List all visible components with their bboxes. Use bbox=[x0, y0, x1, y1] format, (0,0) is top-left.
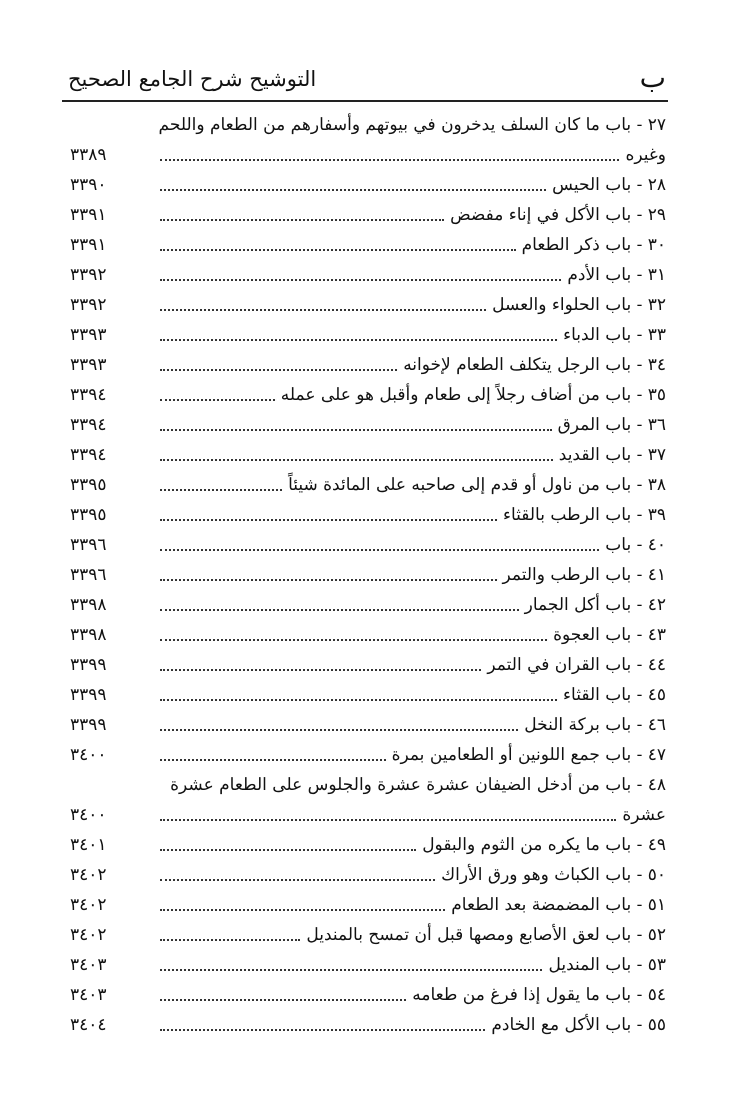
page-number: ٣٣٩٤ bbox=[70, 385, 107, 405]
page-number: ٣٣٩٨ bbox=[70, 625, 107, 645]
page-number: ٣٣٩١ bbox=[70, 205, 107, 225]
dot-leader bbox=[160, 380, 275, 410]
page-number: ٣٣٩٣ bbox=[70, 325, 107, 345]
page-number: ٣٣٩٥ bbox=[70, 475, 107, 495]
page-number: ٣٣٩٤ bbox=[70, 445, 107, 465]
entry-title: ٤٢ - باب أكل الجمار bbox=[524, 595, 666, 615]
toc-entry bbox=[70, 440, 666, 470]
page-letter: ب bbox=[639, 61, 666, 94]
dot-leader bbox=[160, 140, 619, 170]
table-of-contents bbox=[70, 110, 666, 1040]
dot-leader bbox=[160, 200, 444, 230]
page-number: ٣٣٩٤ bbox=[70, 415, 107, 435]
entry-title: ٣٨ - باب من ناول أو قدم إلى صاحبه على المائدة شيئاً bbox=[288, 475, 666, 495]
entry-title: ٥٣ - باب المنديل bbox=[548, 955, 666, 975]
page-number: ٣٣٩٨ bbox=[70, 595, 107, 615]
toc-entry bbox=[70, 860, 666, 890]
page-number: ٣٤٠٣ bbox=[70, 955, 107, 975]
toc-entry bbox=[70, 950, 666, 980]
page-number: ٣٤٠٢ bbox=[70, 925, 107, 945]
page-number: ٣٣٩٢ bbox=[70, 295, 107, 315]
page-number: ٣٤٠١ bbox=[70, 835, 107, 855]
toc-entry bbox=[70, 530, 666, 560]
entry-title: ٤٤ - باب القران في التمر bbox=[487, 655, 666, 675]
dot-leader bbox=[160, 350, 397, 380]
entry-title: ٣٠ - باب ذكر الطعام bbox=[521, 235, 666, 255]
toc-entry bbox=[70, 680, 666, 710]
toc-entry bbox=[70, 590, 666, 620]
dot-leader bbox=[160, 950, 542, 980]
page-number: ٣٤٠٠ bbox=[70, 745, 107, 765]
toc-entry bbox=[70, 560, 666, 590]
dot-leader bbox=[160, 740, 386, 770]
entry-title: عشرة bbox=[622, 805, 666, 825]
toc-entry bbox=[70, 410, 666, 440]
book-title: التوشيح شرح الجامع الصحيح bbox=[68, 67, 317, 91]
toc-entry bbox=[70, 920, 666, 950]
entry-title: ٤٠ - باب bbox=[605, 535, 666, 555]
page-number: ٣٣٨٩ bbox=[70, 145, 107, 165]
dot-leader bbox=[160, 650, 481, 680]
entry-title: ٣٧ - باب القديد bbox=[558, 445, 666, 465]
toc-entry bbox=[70, 740, 666, 770]
toc-entry bbox=[70, 350, 666, 380]
entry-title: وغيره bbox=[625, 145, 666, 165]
toc-entry bbox=[70, 890, 666, 920]
entry-title: ٢٨ - باب الحيس bbox=[552, 175, 666, 195]
toc-entry-line: ٢٧ - باب ما كان السلف يدخرون في بيوتهم وأسفارهم من الطعام واللحم bbox=[158, 115, 666, 135]
dot-leader bbox=[160, 890, 445, 920]
dot-leader bbox=[160, 680, 557, 710]
dot-leader bbox=[160, 860, 435, 890]
entry-title: ٥٠ - باب الكباث وهو ورق الأراك bbox=[441, 865, 666, 885]
entry-title: ٤٧ - باب جمع اللونين أو الطعامين بمرة bbox=[391, 745, 666, 765]
dot-leader bbox=[160, 290, 486, 320]
page-number: ٣٣٩٦ bbox=[70, 535, 107, 555]
dot-leader bbox=[160, 260, 561, 290]
toc-entry-line: ٤٨ - باب من أدخل الضيفان عشرة عشرة والجلوس على الطعام عشرة bbox=[170, 775, 666, 795]
dot-leader bbox=[160, 980, 406, 1010]
page-number: ٣٤٠٢ bbox=[70, 865, 107, 885]
dot-leader bbox=[160, 530, 599, 560]
toc-entry bbox=[70, 380, 666, 410]
page-number: ٣٤٠٠ bbox=[70, 805, 107, 825]
toc-entry bbox=[70, 290, 666, 320]
entry-title: ٤٣ - باب العجوة bbox=[553, 625, 666, 645]
dot-leader bbox=[160, 830, 416, 860]
entry-title: ٥١ - باب المضمضة بعد الطعام bbox=[451, 895, 666, 915]
page-header bbox=[62, 60, 668, 100]
page-number: ٣٣٩٠ bbox=[70, 175, 107, 195]
toc-entry bbox=[70, 260, 666, 290]
page-number: ٣٣٩٩ bbox=[70, 655, 107, 675]
dot-leader bbox=[160, 800, 616, 830]
page-number: ٣٤٠٣ bbox=[70, 985, 107, 1005]
entry-title: ٣١ - باب الأدم bbox=[567, 265, 666, 285]
toc-entry bbox=[70, 470, 666, 500]
toc-entry bbox=[70, 500, 666, 530]
toc-entry bbox=[70, 320, 666, 350]
entry-title: ٣٣ - باب الدباء bbox=[563, 325, 666, 345]
entry-title: ٥٢ - باب لعق الأصابع ومصها قبل أن تمسح بالمنديل bbox=[306, 925, 666, 945]
dot-leader bbox=[160, 710, 518, 740]
toc-entry bbox=[70, 170, 666, 200]
entry-title: ٤٦ - باب بركة النخل bbox=[524, 715, 666, 735]
dot-leader bbox=[160, 230, 516, 260]
entry-title: ٣٥ - باب من أضاف رجلاً إلى طعام وأقبل هو على عمله bbox=[280, 385, 666, 405]
dot-leader bbox=[160, 620, 547, 650]
toc-entry bbox=[70, 230, 666, 260]
dot-leader bbox=[160, 560, 497, 590]
dot-leader bbox=[160, 500, 497, 530]
dot-leader bbox=[160, 590, 519, 620]
toc-entry bbox=[70, 710, 666, 740]
dot-leader bbox=[160, 410, 552, 440]
entry-title: ٣٦ - باب المرق bbox=[557, 415, 666, 435]
toc-entry bbox=[70, 980, 666, 1010]
dot-leader bbox=[160, 440, 553, 470]
header-divider bbox=[62, 100, 668, 102]
page-number: ٣٤٠٤ bbox=[70, 1015, 107, 1035]
dot-leader bbox=[160, 470, 282, 500]
entry-title: ٥٥ - باب الأكل مع الخادم bbox=[491, 1015, 666, 1035]
page-number: ٣٣٩٩ bbox=[70, 715, 107, 735]
page-number: ٣٣٩٥ bbox=[70, 505, 107, 525]
entry-title: ٣٩ - باب الرطب بالقثاء bbox=[502, 505, 666, 525]
toc-entry bbox=[70, 800, 666, 830]
toc-entry bbox=[70, 200, 666, 230]
entry-title: ٣٢ - باب الحلواء والعسل bbox=[492, 295, 666, 315]
dot-leader bbox=[160, 170, 546, 200]
entry-title: ٤٩ - باب ما يكره من الثوم والبقول bbox=[422, 835, 666, 855]
page-number: ٣٣٩٢ bbox=[70, 265, 107, 285]
toc-entry bbox=[70, 140, 666, 170]
entry-title: ٤٥ - باب القثاء bbox=[563, 685, 666, 705]
dot-leader bbox=[160, 320, 557, 350]
toc-entry bbox=[70, 1010, 666, 1040]
dot-leader bbox=[160, 1010, 485, 1040]
entry-title: ٥٤ - باب ما يقول إذا فرغ من طعامه bbox=[412, 985, 666, 1005]
page-number: ٣٤٠٢ bbox=[70, 895, 107, 915]
toc-entry bbox=[70, 830, 666, 860]
entry-title: ٣٤ - باب الرجل يتكلف الطعام لإخوانه bbox=[403, 355, 666, 375]
page-number: ٣٣٩٣ bbox=[70, 355, 107, 375]
toc-entry bbox=[70, 650, 666, 680]
toc-entry bbox=[70, 620, 666, 650]
page-number: ٣٣٩٦ bbox=[70, 565, 107, 585]
dot-leader bbox=[160, 920, 300, 950]
page-number: ٣٣٩٩ bbox=[70, 685, 107, 705]
page-number: ٣٣٩١ bbox=[70, 235, 107, 255]
entry-title: ٤١ - باب الرطب والتمر bbox=[502, 565, 666, 585]
entry-title: ٢٩ - باب الأكل في إناء مفضض bbox=[450, 205, 666, 225]
